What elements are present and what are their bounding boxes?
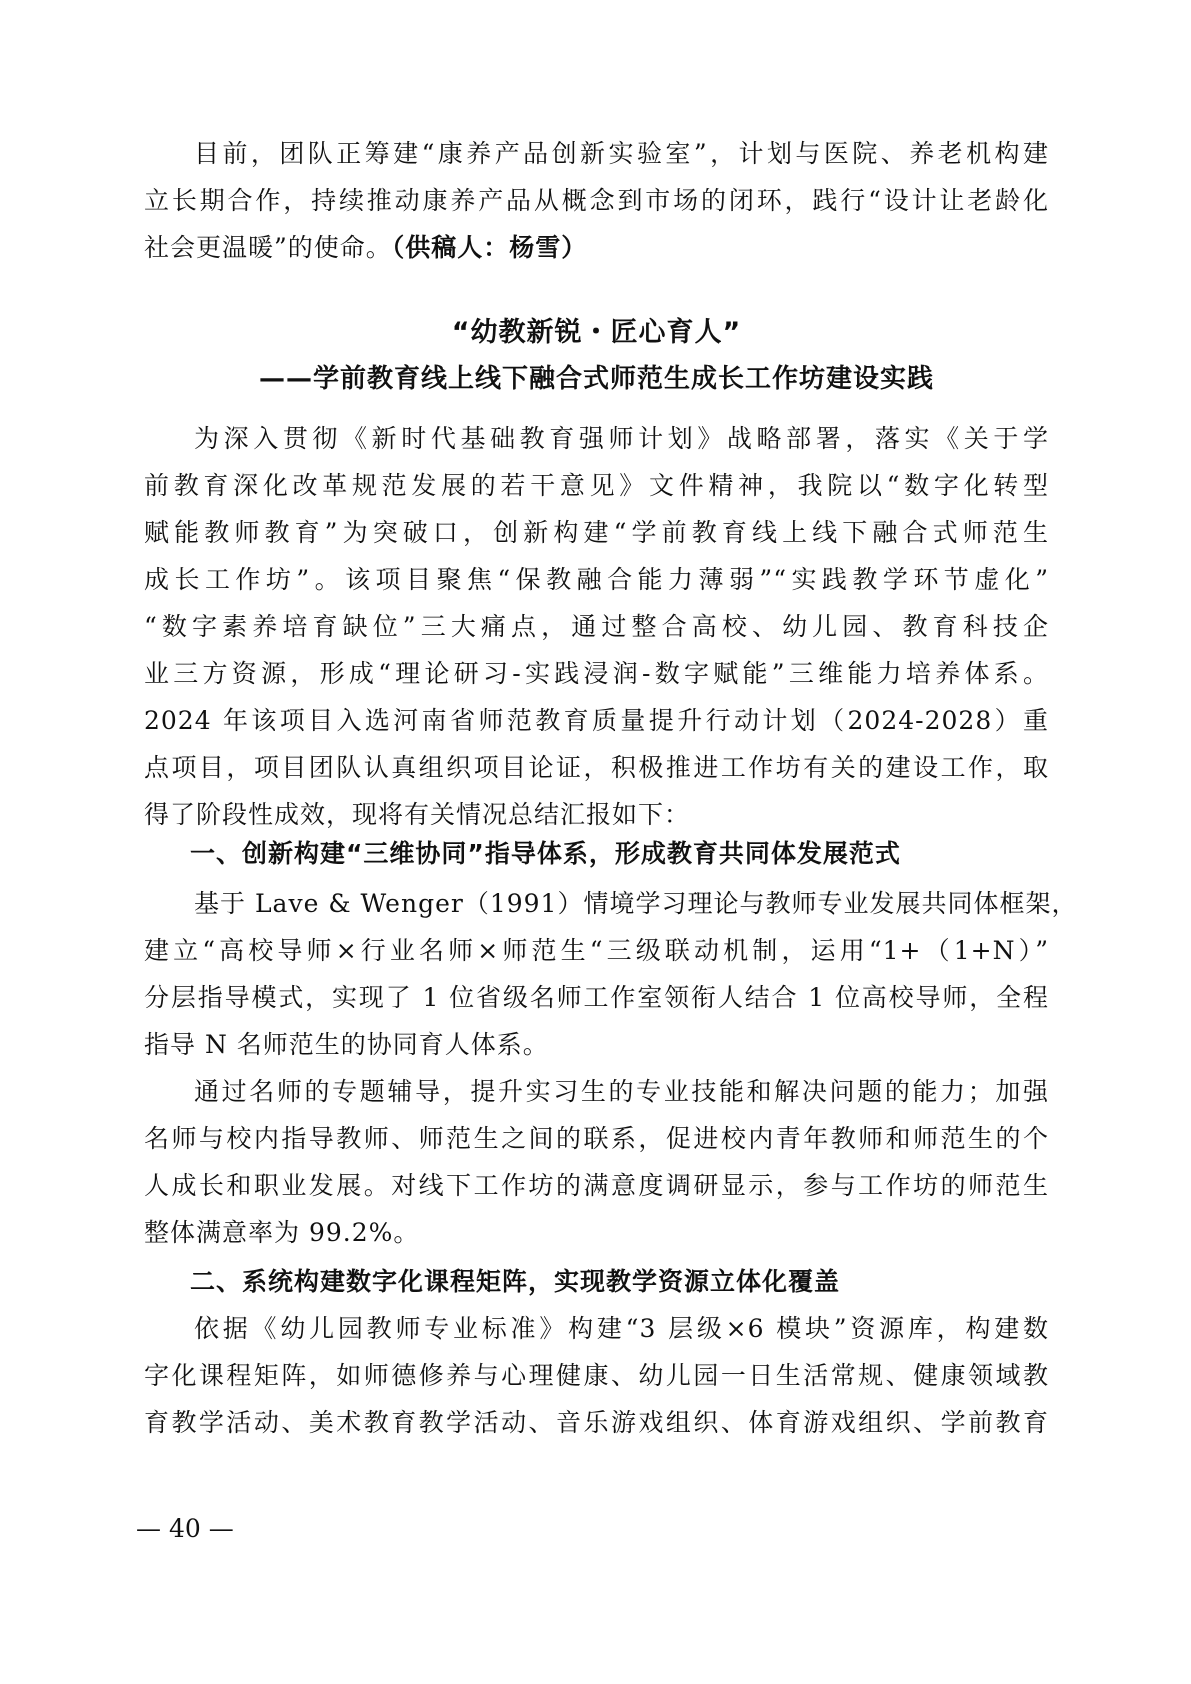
- text-line: 育教学活动、美术教育教学活动、音乐游戏组织、体育游戏组织、学前教育: [144, 1408, 1049, 1437]
- text-line: 目前，团队正筹建“康养产品创新实验室”，计划与医院、养老机构建: [194, 139, 1049, 168]
- text-line: 业三方资源，形成“理论研习-实践浸润-数字赋能”三维能力培养体系。: [144, 659, 1049, 688]
- article-title: “幼教新锐・匠心育人”: [451, 317, 742, 348]
- page-number: — 40 —: [136, 1514, 234, 1543]
- article-subtitle: ——学前教育线上线下融合式师范生成长工作坊建设实践: [258, 364, 934, 394]
- text-line: 2024 年该项目入选河南省师范教育质量提升行动计划（2024-2028）重: [144, 706, 1049, 735]
- body-paragraph: [144, 1068, 1049, 1256]
- text-line: 分层指导模式，实现了 1 位省级名师工作室领衔人结合 1 位高校导师，全程: [144, 983, 1049, 1012]
- text-line: 得了阶段性成效，现将有关情况总结汇报如下：: [144, 800, 691, 829]
- text-line: “数字素养培育缺位”三大痛点，通过整合高校、幼儿园、教育科技企: [144, 612, 1049, 641]
- text-line: 赋能教师教育”为突破口，创新构建“学前教育线上线下融合式师范生: [144, 518, 1049, 547]
- text-line: 人成长和职业发展。对线下工作坊的满意度调研显示，参与工作坊的师范生: [144, 1171, 1049, 1200]
- intro-paragraph: [144, 130, 1049, 271]
- body-paragraph: [144, 880, 1078, 1068]
- text-line: 建立“高校导师×行业名师×师范生“三级联动机制，运用“1+（1+N）”: [144, 936, 1049, 965]
- body-paragraph: [144, 1305, 1049, 1446]
- section-heading: 一、创新构建“三维协同”指导体系，形成教育共同体发展范式: [190, 839, 901, 868]
- text-fragment: 社会更温暖”的使命。: [144, 233, 392, 262]
- text-line: 基于 Lave & Wenger（1991）情境学习理论与教师专业发展共同体框架，: [194, 889, 1078, 918]
- body-paragraph: [144, 415, 1049, 838]
- text-line: 点项目，项目团队认真组织项目论证，积极推进工作坊有关的建设工作，取: [144, 753, 1049, 782]
- text-line: 整体满意率为 99.2%。: [144, 1218, 420, 1247]
- text-line: 指导 N 名师范生的协同育人体系。: [144, 1030, 549, 1059]
- text-line: 为深入贯彻《新时代基础教育强师计划》战略部署，落实《关于学: [194, 424, 1049, 453]
- text-line: 依据《幼儿园教师专业标准》构建“3 层级×6 模块”资源库，构建数: [194, 1314, 1049, 1343]
- text-line: 立长期合作，持续推动康养产品从概念到市场的闭环，践行“设计让老龄化: [144, 186, 1049, 215]
- text-line: 前教育深化改革规范发展的若干意见》文件精神，我院以“数字化转型: [144, 471, 1049, 500]
- text-line: [144, 224, 1049, 271]
- text-line: 名师与校内指导教师、师范生之间的联系，促进校内青年教师和师范生的个: [144, 1124, 1049, 1153]
- text-line: 通过名师的专题辅导，提升实习生的专业技能和解决问题的能力；加强: [194, 1077, 1049, 1106]
- text-line: 字化课程矩阵，如师德修养与心理健康、幼儿园一日生活常规、健康领域教: [144, 1361, 1049, 1390]
- contributor-credit: （供稿人：杨雪）: [391, 233, 588, 262]
- text-line: 成长工作坊”。该项目聚焦“保教融合能力薄弱”“实践教学环节虚化”: [144, 565, 1050, 594]
- section-heading: 二、系统构建数字化课程矩阵，实现教学资源立体化覆盖: [190, 1267, 841, 1296]
